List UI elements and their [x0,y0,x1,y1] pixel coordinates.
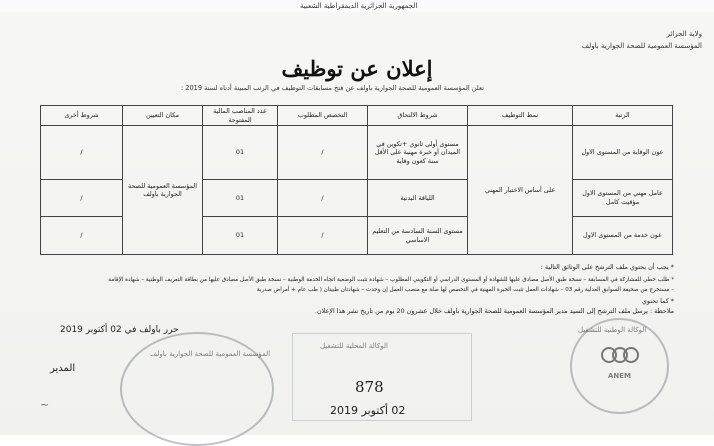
header-cell-positions: عدد المناصب المالية المفتوحة [203,106,278,126]
anem-logo-label: ANEM [608,372,632,380]
header-cell-post: الرتبة [573,106,673,126]
republic-heading: الجمهورية الجزائرية الديمقراطية الشعبية [300,2,418,10]
cell-positions: 01 [203,179,278,217]
issued-date-line: حرر باولف في 02 أكتوبر 2019 [60,325,179,335]
documents-required-heading: * يجب أن يحتوي ملف الترشح على الوثائق التالية : [540,263,674,271]
recruitment-table [40,105,673,255]
header-cell-other: شروط أخرى [41,106,123,126]
cell-conditions: مستوى أولى ثانوي +تكوين في الميدان أو خبرة مهنية على الأقل سنة كعون وقاية [368,126,468,180]
director-title: المدير [50,363,76,374]
cell-place: المؤسسة العمومية للصحة الجوارية باولف [123,126,203,255]
cell-positions: 01 [203,217,278,255]
documents-list-line-2: – مستخرج من صحيفة السوابق العدلية رقم 03 – شهادات العمل تثبت الخبرة المهنية في التخصص لها صلة مع منصب العمل إن وجدت – شهادتان طبيتان ( طب عام + أمراض صدرية [256,287,674,293]
header-cell-conditions: شروط الالتحاق [368,106,468,126]
cell-post: عامل مهني من المستوى الاول مؤقيت كامل [573,179,673,217]
registration-number: 878 [355,378,384,396]
agency-stamp-text: الوكالة المحلية للتشغيل [320,342,388,350]
documents-list-line-3: * كما تحتوي [641,297,674,305]
anem-logo-icon [598,345,642,367]
header-cell-mode: نمط التوظيف [468,106,573,126]
institution-line: المؤسسة العمومية للصحة الجوارية باولف [581,42,702,50]
cell-specialty: / [278,126,368,180]
header-cell-specialty: التخصص المطلوب [278,106,368,126]
cell-positions: 01 [203,126,278,180]
header-cell-place: مكان التعيين [123,106,203,126]
table-row [41,126,673,180]
submission-note: ملاحظة : يرسل ملف الترشح إلى السيد مدير المؤسسة العمومية للصحة الجوارية باولف خلال عشرون 20 يوم من تاريخ نشر هذا الإعلان. [314,307,674,315]
cell-post: عون خدمة من المستوى الاول [573,217,673,255]
documents-list-line-1: * طلب خطي للمشاركة في المسابقة – نسخة طبق الأصل مصادق عليها للشهادة أو المستوى الدراسي أو التكويني المطلوب – شهادة تثبت الوضعية اتجاه الخدمة الوطنية – نسخة طبق الأصل مصادق عليها من بطاقة التعريف الوطنية – شهادة الإقامة [108,277,674,283]
table-header-row [41,106,673,126]
stamp-date: 02 أكتوبر 2019 [330,404,406,417]
cell-mode: على أساس الاختبار المهني [468,126,573,255]
anem-stamp-text: الوكالة الوطنية للتشغيل [578,326,647,334]
wilaya-line: ولاية الجزائر [666,30,702,38]
cell-other: / [41,217,123,255]
announcement-title: إعلان عن توظيف [281,56,433,81]
cell-specialty: / [278,217,368,255]
cell-other: / [41,126,123,180]
director-signature: ~ [40,398,50,411]
cell-post: عون الوقاية من المستوى الاول [573,126,673,180]
cell-other: / [41,179,123,217]
cell-specialty: / [278,179,368,217]
cell-conditions: اللياقة البدنية [368,179,468,217]
announcement-intro: تعلن المؤسسة العمومية للصحة الجوارية باولف عن فتح مسابقات التوظيف في الرتب المبينة أدناه لسنة 2019 : [180,84,484,92]
cell-conditions: مستوى السنة السادسة من التعليم الاساسي [368,217,468,255]
institution-stamp-text: المؤسسة العمومية للصحة الجوارية باولف [150,350,271,358]
